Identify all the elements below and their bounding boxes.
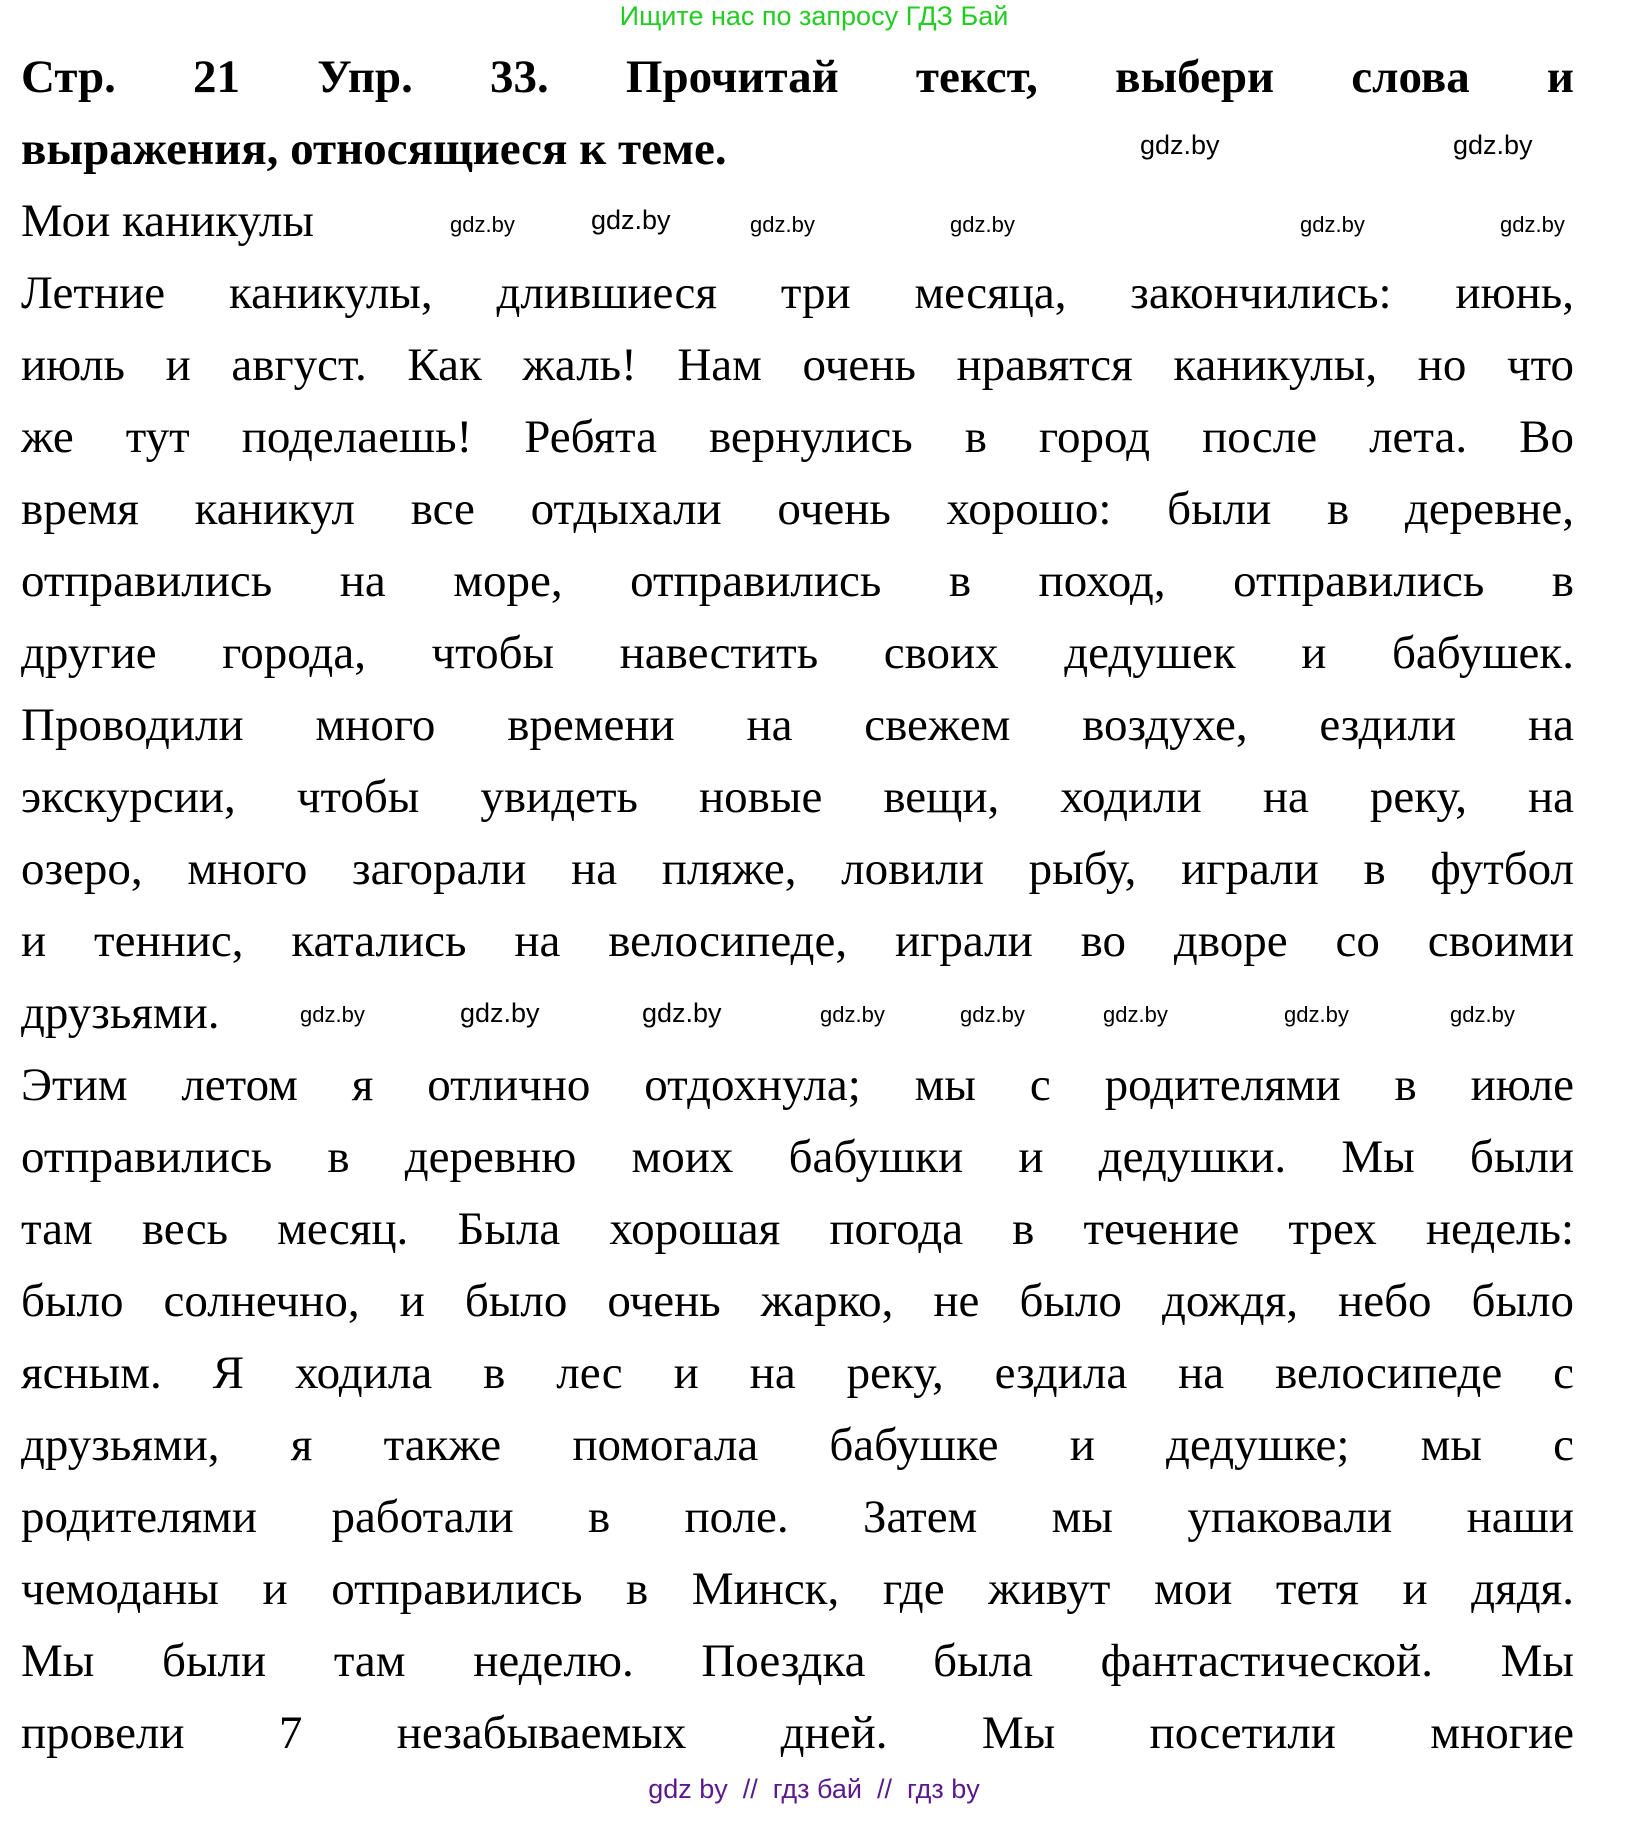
text-line: отправились на море, отправились в поход, отправились в — [21, 555, 1574, 607]
watermark: gdz.by — [960, 1002, 1025, 1027]
watermark: gdz.by — [642, 998, 722, 1028]
watermark: gdz.by — [1450, 1002, 1515, 1027]
watermark: gdz.by — [460, 998, 540, 1028]
text-line: экскурсии, чтобы увидеть новые вещи, ходили на реку, на — [21, 771, 1574, 823]
text-line: июль и август. Как жаль! Нам очень нравятся каникулы, но что — [21, 339, 1574, 391]
exercise-title-line-2: выражения, относящиеся к теме. — [21, 123, 727, 175]
document-body — [21, 41, 1574, 1769]
watermark: gdz.by — [750, 212, 815, 237]
text-line: время каникул все отдыхали очень хорошо: были в деревне, — [21, 483, 1574, 535]
watermark: gdz.by — [820, 1002, 885, 1027]
text-line: отправились в деревню моих бабушки и дедушки. Мы были — [21, 1131, 1574, 1183]
watermark: gdz.by — [950, 212, 1015, 237]
text-line: родителями работали в поле. Затем мы упаковали наши — [21, 1491, 1574, 1543]
watermark: gdz.by — [450, 212, 515, 237]
text-line: озеро, много загорали на пляже, ловили рыбу, играли в футбол — [21, 843, 1574, 895]
watermark: gdz.by — [1284, 1002, 1349, 1027]
text-line: же тут поделаешь! Ребята вернулись в город после лета. Во — [21, 411, 1574, 463]
text-line: друзьями, я также помогала бабушке и дедушке; мы с — [21, 1419, 1574, 1471]
text-line: и теннис, катались на велосипеде, играли во дворе со своими — [21, 915, 1574, 967]
text-line: чемоданы и отправились в Минск, где живут мои тетя и дядя. — [21, 1563, 1574, 1615]
text-line: там весь месяц. Была хорошая погода в течение трех недель: — [21, 1203, 1574, 1255]
text-line: ясным. Я ходила в лес и на реку, ездила на велосипеде с — [21, 1347, 1574, 1399]
text-line: Проводили много времени на свежем воздухе, ездили на — [21, 699, 1574, 751]
watermark: gdz.by — [1453, 130, 1533, 160]
watermark: gdz.by — [591, 205, 671, 235]
text-line: другие города, чтобы навестить своих дедушек и бабушек. — [21, 627, 1574, 679]
text-line: Летние каникулы, длившиеся три месяца, закончились: июнь, — [21, 267, 1574, 319]
text-line: провели 7 незабываемых дней. Мы посетили многие — [21, 1707, 1574, 1759]
text-line: друзьями. — [21, 987, 220, 1039]
watermark: gdz.by — [1300, 212, 1365, 237]
exercise-title-line-1: Стр. 21 Упр. 33. Прочитай текст, выбери слова и — [21, 51, 1574, 103]
watermark: gdz.by — [1140, 130, 1220, 160]
footer-links: gdz by // гдз бай // гдз by — [648, 1774, 980, 1804]
watermark: gdz.by — [1103, 1002, 1168, 1027]
watermark: gdz.by — [1500, 212, 1565, 237]
watermark: gdz.by — [300, 1002, 365, 1027]
text-line: Этим летом я отлично отдохнула; мы с родителями в июле — [21, 1059, 1574, 1111]
text-heading: Мои каникулы — [21, 195, 314, 247]
text-line: Мы были там неделю. Поездка была фантастической. Мы — [21, 1635, 1574, 1687]
search-banner: Ищите нас по запросу ГДЗ Бай — [619, 1, 1009, 31]
text-line: было солнечно, и было очень жарко, не было дождя, небо было — [21, 1275, 1574, 1327]
